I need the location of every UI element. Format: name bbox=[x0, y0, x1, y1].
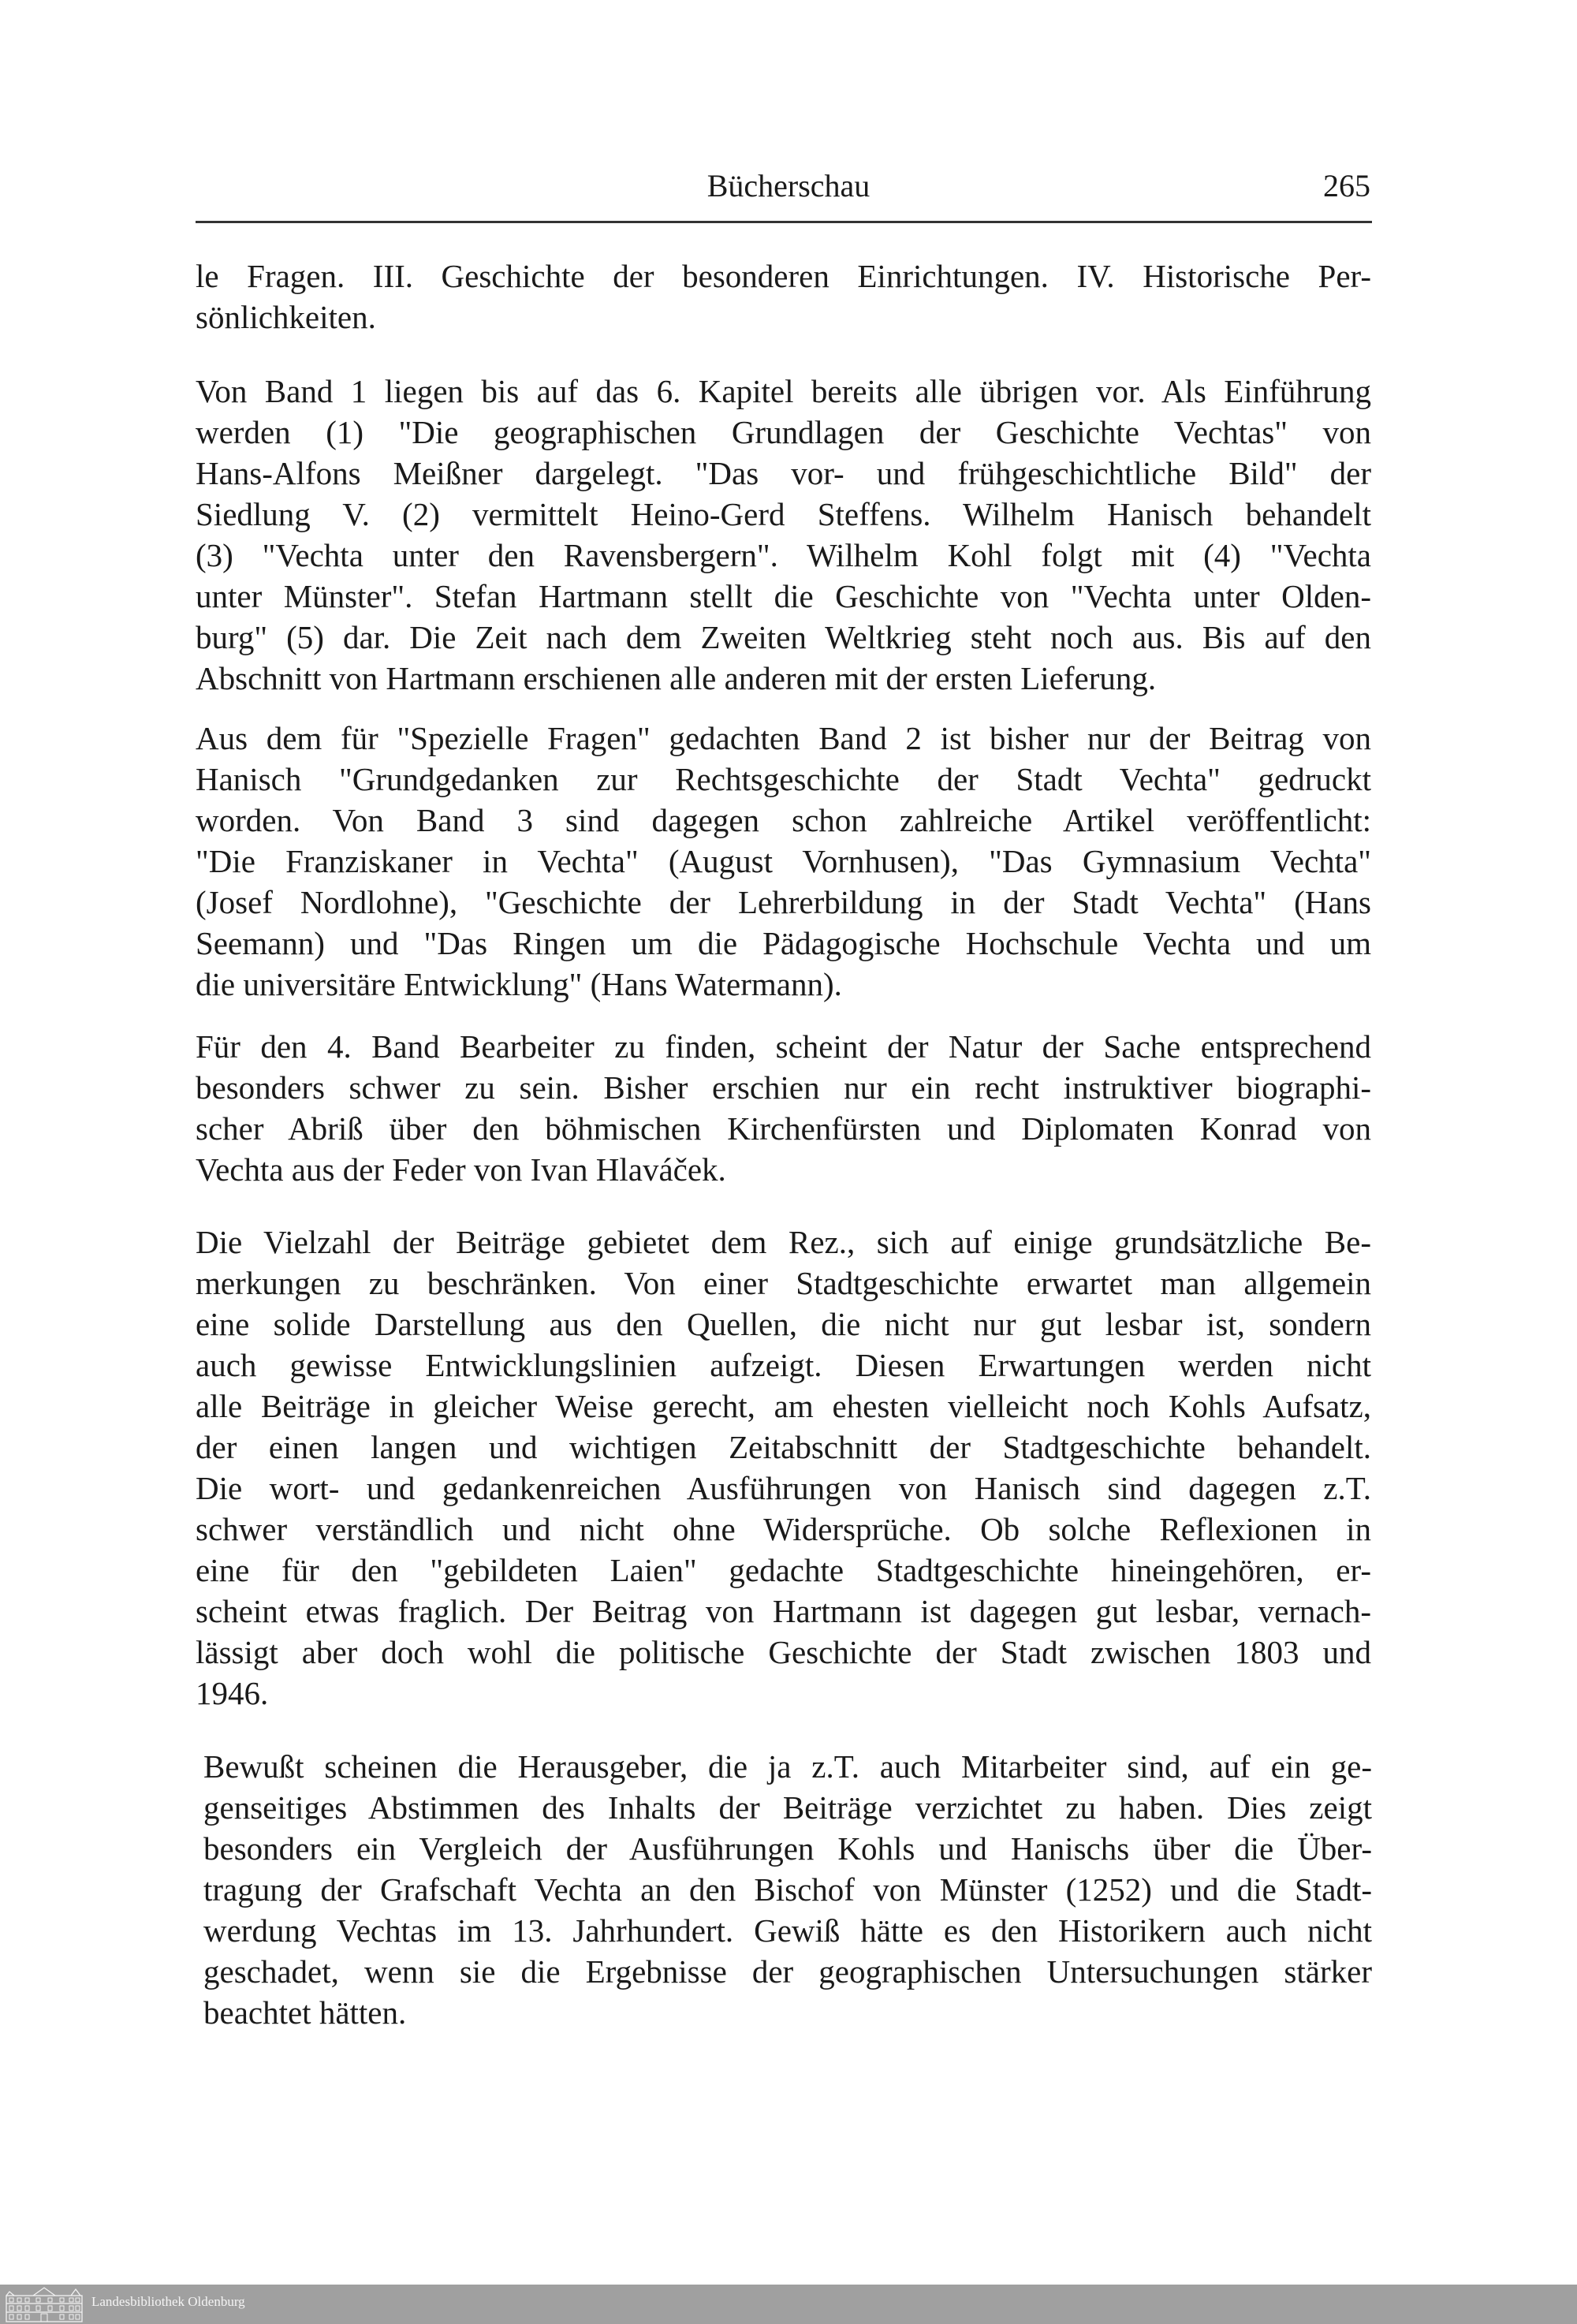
text-line: werden (1) "Die geographischen Grundlagen der Geschichte Vechtas" von bbox=[196, 414, 1371, 450]
paragraph bbox=[203, 1746, 1372, 2033]
text-line: Aus dem für "Spezielle Fragen" gedachten Band 2 ist bisher nur der Beitrag von bbox=[196, 720, 1371, 756]
text-line: Für den 4. Band Bearbeiter zu finden, scheint der Natur der Sache entsprechend bbox=[196, 1028, 1371, 1065]
text-line: eine für den "gebildeten Laien" gedachte Stadtgeschichte hineingehören, er- bbox=[196, 1552, 1371, 1588]
text-line: werdung Vechtas im 13. Jahrhundert. Gewiß hätte es den Historikern auch nicht bbox=[203, 1912, 1372, 1949]
header-rule bbox=[196, 221, 1372, 223]
text-line: Bewußt scheinen die Herausgeber, die ja z.T. auch Mitarbeiter sind, auf ein ge- bbox=[203, 1748, 1372, 1785]
text-line: worden. Von Band 3 sind dagegen schon zahlreiche Artikel veröffentlicht: bbox=[196, 802, 1371, 838]
paragraph bbox=[196, 1026, 1371, 1190]
header-title: Bücherschau bbox=[706, 168, 871, 203]
text-line: besonders ein Vergleich der Ausführungen Kohls und Hanischs über die Über- bbox=[203, 1830, 1372, 1867]
text-line: eine solide Darstellung aus den Quellen, die nicht nur gut lesbar ist, sondern bbox=[196, 1306, 1371, 1342]
text-line: Die Vielzahl der Beiträge gebietet dem Rez., sich auf einige grundsätzliche Be- bbox=[196, 1224, 1371, 1260]
text-line: le Fragen. III. Geschichte der besonderen Einrichtungen. IV. Historische Per- bbox=[196, 258, 1371, 294]
text-line: auch gewisse Entwicklungslinien aufzeigt. Diesen Erwartungen werden nicht bbox=[196, 1347, 1371, 1383]
library-name: Landesbibliothek Oldenburg bbox=[91, 2294, 245, 2309]
text-line: Siedlung V. (2) vermittelt Heino-Gerd Steffens. Wilhelm Hanisch behandelt bbox=[196, 496, 1371, 532]
paragraph bbox=[196, 1222, 1371, 1714]
text-line: der einen langen und wichtigen Zeitabschnitt der Stadtgeschichte behandelt. bbox=[196, 1429, 1371, 1465]
library-building-icon bbox=[5, 2286, 84, 2322]
text-line: (Josef Nordlohne), "Geschichte der Lehrerbildung in der Stadt Vechta" (Hans bbox=[196, 884, 1371, 920]
text-line: beachtet hätten. bbox=[203, 1994, 407, 2031]
text-line: Vechta aus der Feder von Ivan Hlaváček. bbox=[196, 1151, 726, 1188]
text-line: lässigt aber doch wohl die politische Geschichte der Stadt zwischen 1803 und bbox=[196, 1634, 1371, 1670]
text-line: die universitäre Entwicklung" (Hans Watermann). bbox=[196, 966, 842, 1002]
footer-bar bbox=[0, 2285, 1577, 2324]
text-line: Abschnitt von Hartmann erschienen alle anderen mit der ersten Lieferung. bbox=[196, 660, 1157, 696]
text-line: scheint etwas fraglich. Der Beitrag von Hartmann ist dagegen gut lesbar, vernach- bbox=[196, 1593, 1371, 1629]
text-line: alle Beiträge in gleicher Weise gerecht, am ehesten vielleicht noch Kohls Aufsatz, bbox=[196, 1388, 1371, 1424]
text-line: 1946. bbox=[196, 1675, 269, 1711]
text-line: Die wort- und gedankenreichen Ausführungen von Hanisch sind dagegen z.T. bbox=[196, 1470, 1371, 1506]
text-line: unter Münster". Stefan Hartmann stellt die Geschichte von "Vechta unter Olden- bbox=[196, 578, 1371, 614]
text-line: (3) "Vechta unter den Ravensbergern". Wilhelm Kohl folgt mit (4) "Vechta bbox=[196, 537, 1371, 573]
paragraph bbox=[196, 256, 1371, 338]
text-line: scher Abriß über den böhmischen Kirchenfürsten und Diplomaten Konrad von bbox=[196, 1110, 1371, 1147]
page-number: 265 bbox=[1323, 168, 1370, 203]
text-line: genseitiges Abstimmen des Inhalts der Beiträge verzichtet zu haben. Dies zeigt bbox=[203, 1789, 1372, 1826]
paragraph bbox=[196, 718, 1371, 1005]
text-line: merkungen zu beschränken. Von einer Stadtgeschichte erwartet man allgemein bbox=[196, 1265, 1371, 1301]
text-line: "Die Franziskaner in Vechta" (August Vornhusen), "Das Gymnasium Vechta" bbox=[196, 843, 1371, 879]
text-line: tragung der Grafschaft Vechta an den Bischof von Münster (1252) und die Stadt- bbox=[203, 1871, 1372, 1908]
text-line: Hanisch "Grundgedanken zur Rechtsgeschichte der Stadt Vechta" gedruckt bbox=[196, 761, 1371, 797]
text-line: Seemann) und "Das Ringen um die Pädagogische Hochschule Vechta und um bbox=[196, 925, 1371, 961]
text-line: sönlichkeiten. bbox=[196, 299, 376, 335]
text-line: burg" (5) dar. Die Zeit nach dem Zweiten Weltkrieg steht noch aus. Bis auf den bbox=[196, 619, 1371, 655]
text-line: Hans-Alfons Meißner dargelegt. "Das vor- und frühgeschichtliche Bild" der bbox=[196, 455, 1371, 491]
text-line: schwer verständlich und nicht ohne Widersprüche. Ob solche Reflexionen in bbox=[196, 1511, 1371, 1547]
paragraph bbox=[196, 371, 1371, 699]
text-line: geschadet, wenn sie die Ergebnisse der geographischen Untersuchungen stärker bbox=[203, 1953, 1372, 1990]
text-line: besonders schwer zu sein. Bisher erschien nur ein recht instruktiver biographi- bbox=[196, 1069, 1371, 1106]
text-line: Von Band 1 liegen bis auf das 6. Kapitel bereits alle übrigen vor. Als Einführung bbox=[196, 373, 1371, 409]
